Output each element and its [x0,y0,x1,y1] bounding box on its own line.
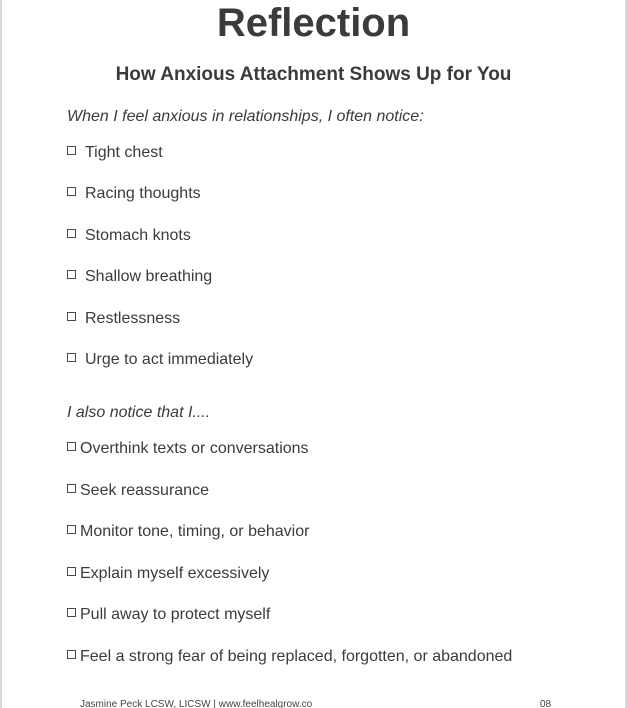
checkbox-icon[interactable] [67,187,76,196]
checklist-item[interactable] [67,267,212,287]
checklist-item-label: Feel a strong fear of being replaced, forgotten, or abandoned [80,648,513,665]
checkbox-icon[interactable] [67,146,76,155]
checkbox-icon[interactable] [67,442,76,451]
checkbox-icon[interactable] [67,353,76,362]
checkbox-icon[interactable] [67,650,76,659]
checklist-item[interactable] [67,564,269,584]
checklist-item-label: Shallow breathing [85,268,213,285]
page-subtitle: How Anxious Attachment Shows Up for You [115,64,512,85]
checklist-item[interactable] [67,481,209,501]
checklist-item[interactable] [67,184,201,204]
checklist-item[interactable] [67,439,309,459]
checklist-item[interactable] [67,309,180,329]
checkbox-icon[interactable] [67,567,76,576]
checklist-item-label: Tight chest [85,144,163,161]
checklist-item[interactable] [67,226,191,246]
checkbox-icon[interactable] [67,608,76,617]
checkbox-icon[interactable] [67,312,76,321]
checkbox-icon[interactable] [67,270,76,279]
footer-author: Jasmine Peck LCSW, LICSW | www.feelhealgrow.co [80,699,313,708]
checklist-item-label: Explain myself excessively [80,565,270,582]
checkbox-icon[interactable] [67,484,76,493]
checklist-item[interactable] [67,647,512,667]
section-2-heading: I also notice that I.... [67,404,211,421]
checklist-item-label: Seek reassurance [80,482,209,499]
checklist-item[interactable] [67,350,253,370]
checkbox-icon[interactable] [67,229,76,238]
checklist-item-label: Monitor tone, timing, or behavior [80,523,310,540]
footer-page-number: 08 [540,699,552,708]
checklist-item-label: Urge to act immediately [85,351,254,368]
page-title: Reflection [216,1,411,45]
checklist-item[interactable] [67,522,309,542]
checkbox-icon[interactable] [67,525,76,534]
page-edge-left [0,0,2,708]
checklist-item-label: Pull away to protect myself [80,606,271,623]
checklist-item-label: Overthink texts or conversations [80,440,309,457]
checklist-item-label: Stomach knots [85,227,191,244]
checklist-item[interactable] [67,143,163,163]
checklist-item-label: Restlessness [85,310,181,327]
checklist-item[interactable] [67,605,270,625]
checklist-item-label: Racing thoughts [85,185,201,202]
section-1-heading: When I feel anxious in relationships, I often notice: [67,108,424,125]
